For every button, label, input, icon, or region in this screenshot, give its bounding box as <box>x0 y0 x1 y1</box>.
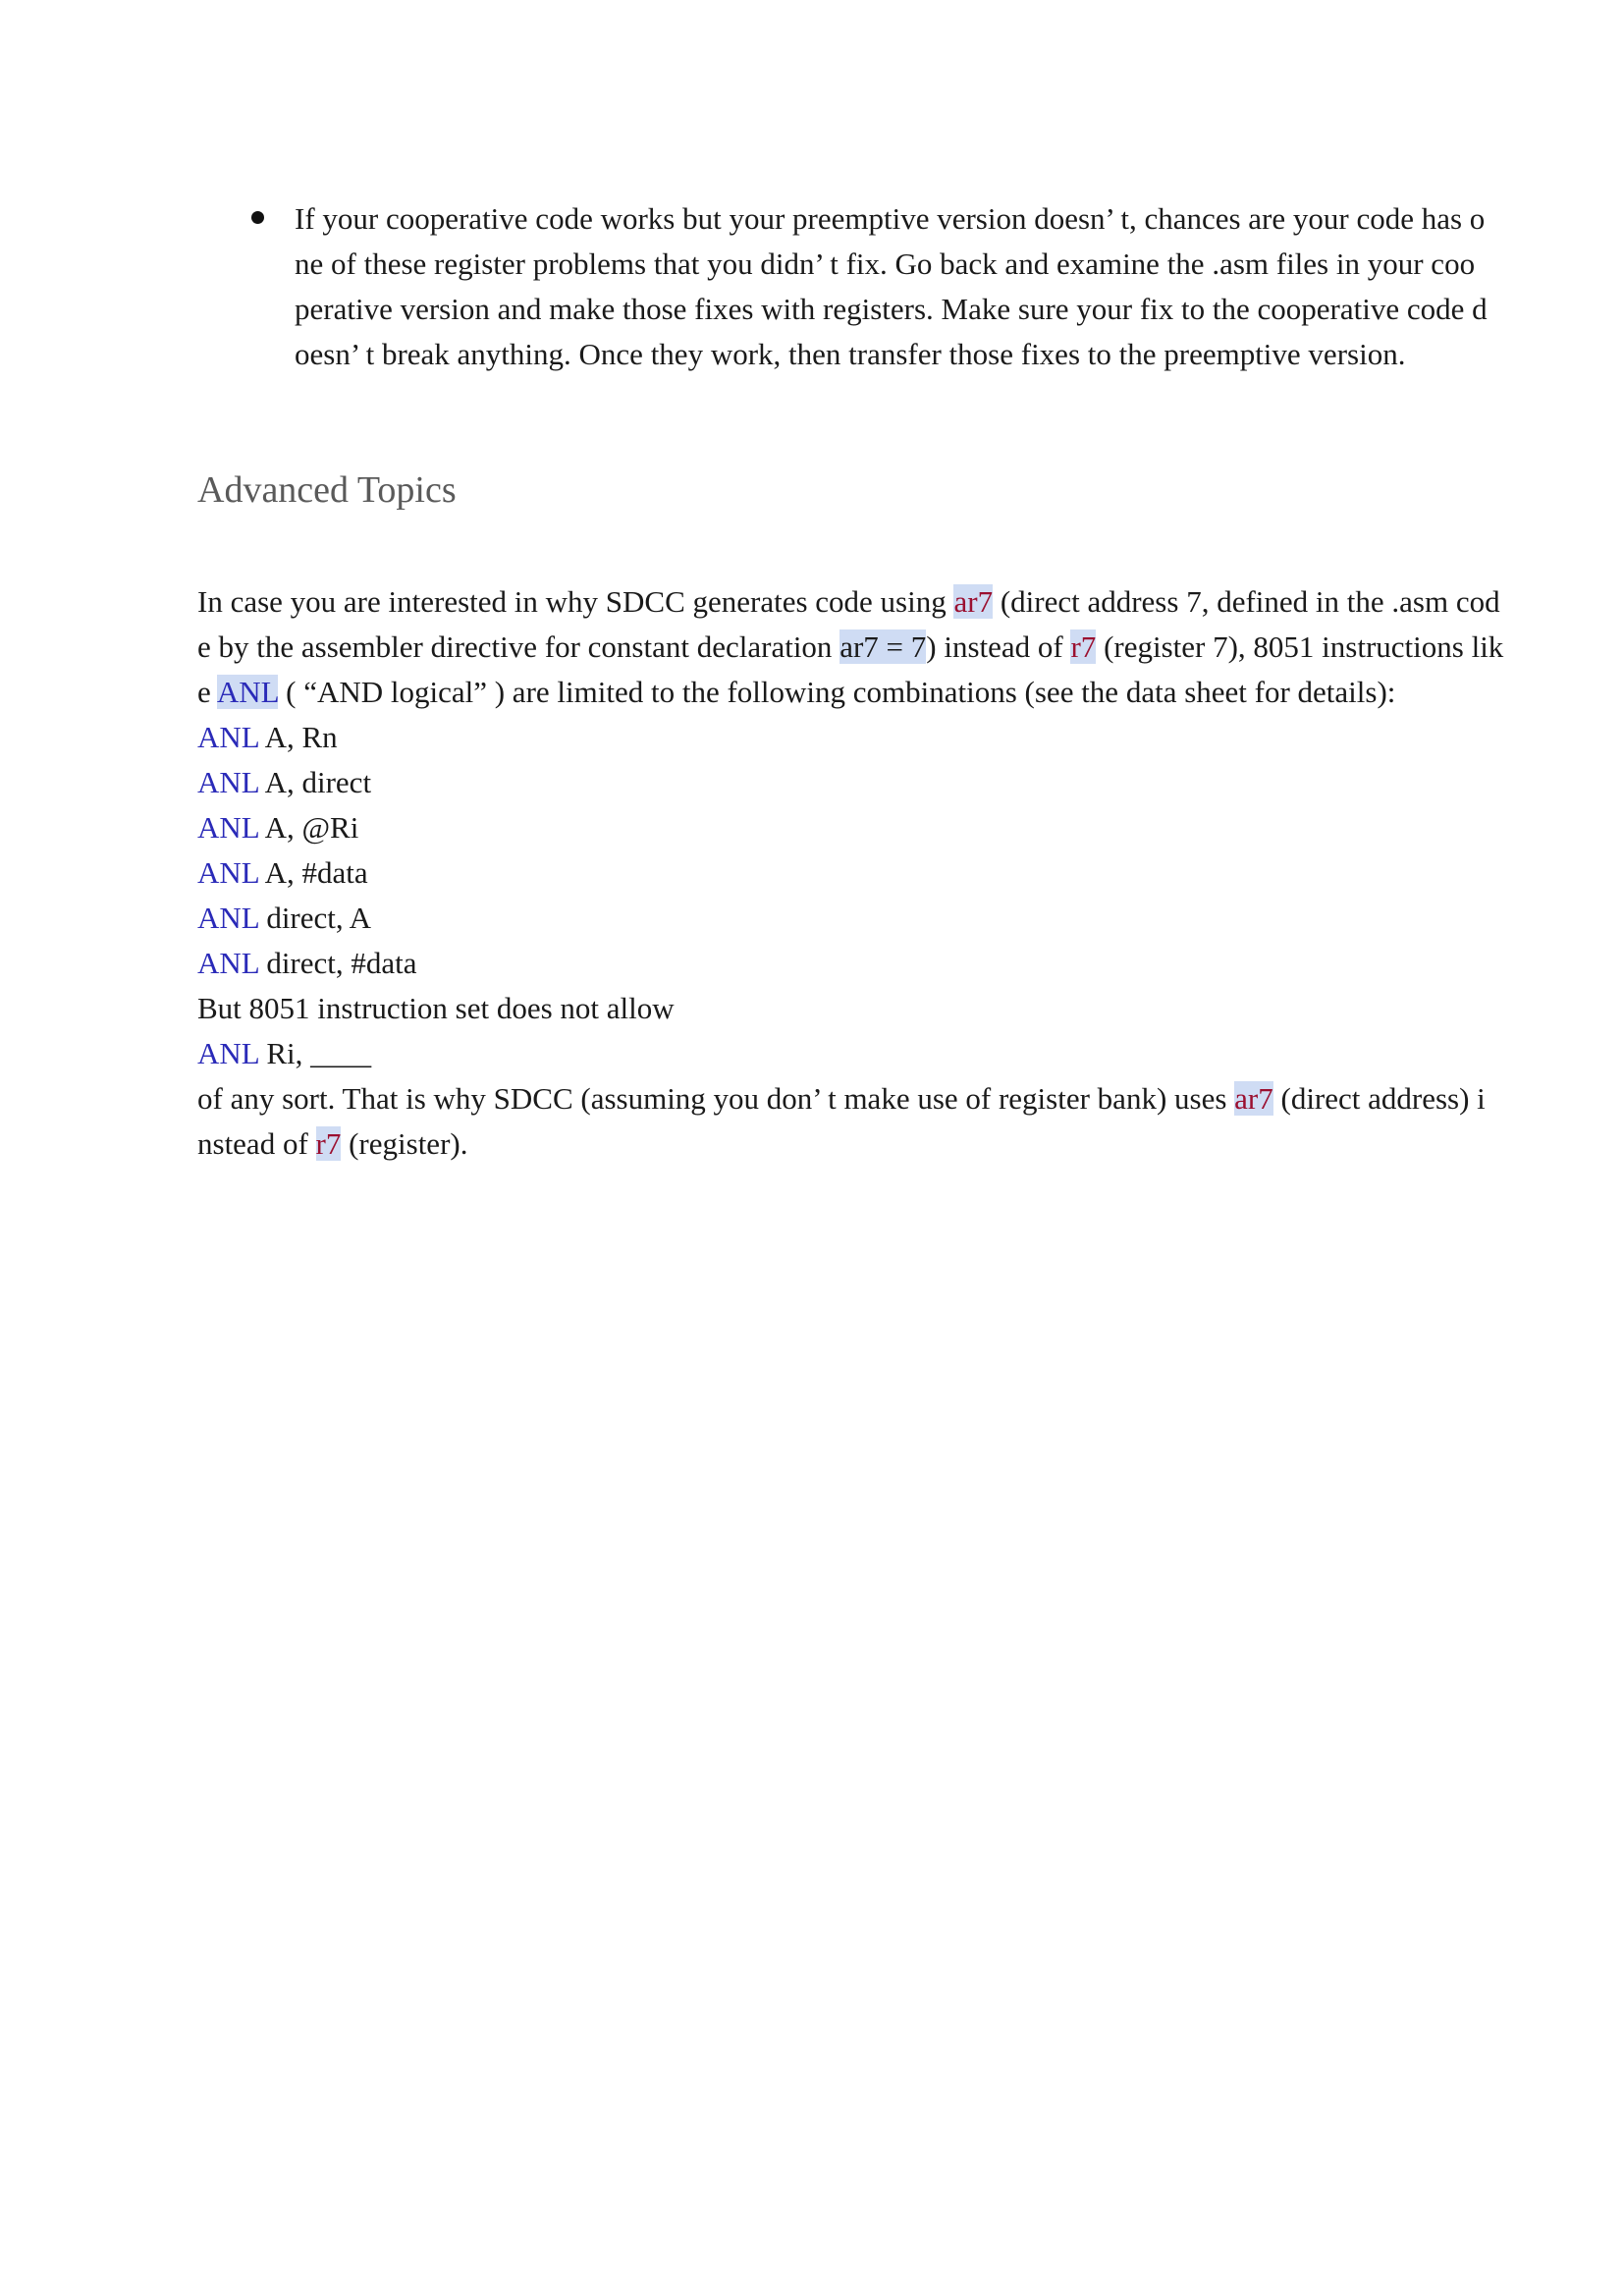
operands: A, @Ri <box>258 810 359 845</box>
disallowed-line <box>197 1031 371 1076</box>
operands: A, Rn <box>258 720 338 754</box>
operands: direct, #data <box>258 946 417 980</box>
text-run: (register 7), 8051 instructions lik <box>1096 629 1504 664</box>
keyword-token: ANL <box>197 810 259 845</box>
text-run: e by the assembler directive for constant declaration <box>197 629 840 664</box>
paragraph-line-2 <box>197 625 1503 670</box>
paragraph-line-1 <box>197 579 1500 625</box>
paragraph-line-3 <box>197 670 1395 715</box>
bullet-line-3: perative version and make those fixes with registers. Make sure your fix to the cooperative code d <box>295 292 1488 326</box>
text-run: (direct address 7, defined in the .asm cod <box>993 584 1500 619</box>
text-run: ( “AND logical” ) are limited to the following combinations (see the data sheet for details): <box>278 675 1396 709</box>
text-run: (direct address) i <box>1272 1081 1486 1116</box>
register-token: r7 <box>315 1126 342 1161</box>
operands: Ri, ____ <box>258 1036 372 1070</box>
not-allow-line: But 8051 instruction set does not allow <box>197 991 675 1025</box>
keyword-token: ANL <box>197 720 259 754</box>
combo-line <box>197 805 358 850</box>
bullet-line-4: oesn’ t break anything. Once they work, then transfer those fixes to the preemptive version. <box>295 337 1406 371</box>
keyword-token: ANL <box>197 765 259 799</box>
combo-line <box>197 941 417 986</box>
section-heading: Advanced Topics <box>197 469 457 511</box>
operands: A, #data <box>258 855 368 890</box>
bullet-line-1: If your cooperative code works but your preemptive version doesn’ t, chances are your code has o <box>295 201 1486 236</box>
register-token: ar7 <box>1234 1081 1273 1116</box>
keyword-token: ANL <box>197 1036 259 1070</box>
keyword-token: ANL <box>197 946 259 980</box>
keyword-token: ANL <box>197 901 259 935</box>
register-token: r7 <box>1070 629 1097 664</box>
bullet-line-2: ne of these register problems that you didn’ t fix. Go back and examine the .asm files in your coo <box>295 246 1476 281</box>
closing-line-2 <box>197 1121 467 1167</box>
bullet-dot-icon <box>251 211 264 224</box>
text-run: (register). <box>341 1126 468 1161</box>
combo-line <box>197 896 371 941</box>
register-token: ar7 <box>953 584 994 619</box>
text-run: ) instead of <box>926 629 1071 664</box>
operands: A, direct <box>258 765 372 799</box>
combo-line <box>197 760 371 805</box>
combo-line <box>197 850 368 896</box>
highlighted-code: ar7 = 7 <box>839 629 927 664</box>
text-run: nstead of <box>197 1126 316 1161</box>
keyword-token: ANL <box>197 855 259 890</box>
combo-line <box>197 715 338 760</box>
text-run: In case you are interested in why SDCC generates code using <box>197 584 954 619</box>
keyword-token: ANL <box>216 675 279 709</box>
operands: direct, A <box>258 901 372 935</box>
text-run: of any sort. That is why SDCC (assuming you don’ t make use of register bank) uses <box>197 1081 1235 1116</box>
text-run: e <box>197 675 217 709</box>
closing-line-1 <box>197 1076 1486 1121</box>
